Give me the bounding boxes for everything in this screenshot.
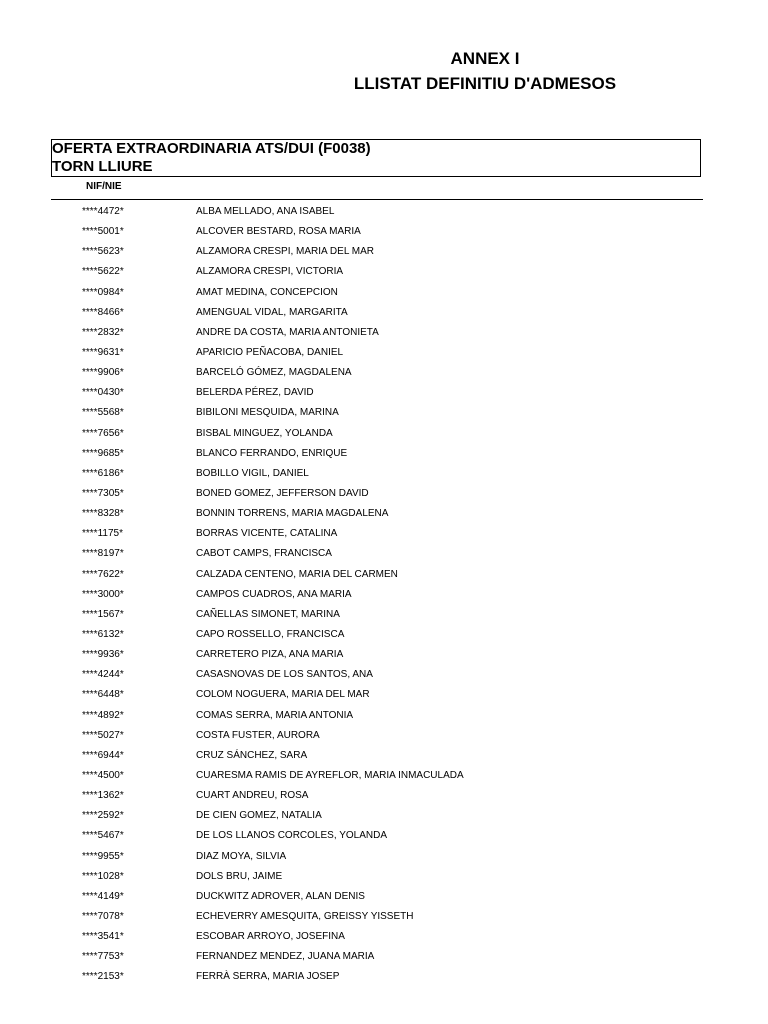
- nif-value: ****6944*: [82, 749, 124, 761]
- person-name: DE LOS LLANOS CORCOLES, YOLANDA: [196, 830, 387, 842]
- person-name: ANDRE DA COSTA, MARIA ANTONIETA: [196, 326, 379, 338]
- list-row: [0, 647, 768, 667]
- list-row: [0, 345, 768, 365]
- nif-value: ****0984*: [82, 286, 124, 298]
- list-row: [0, 506, 768, 526]
- list-row: [0, 526, 768, 546]
- offer-title: OFERTA EXTRAORDINARIA ATS/DUI (F0038): [52, 140, 371, 157]
- nif-value: ****7753*: [82, 951, 124, 963]
- nif-value: ****4149*: [82, 890, 124, 902]
- list-row: [0, 828, 768, 848]
- turn-title: TORN LLIURE: [52, 158, 153, 175]
- list-row: [0, 869, 768, 889]
- list-row: [0, 587, 768, 607]
- nif-value: ****4892*: [82, 709, 124, 721]
- person-name: ALCOVER BESTARD, ROSA MARIA: [196, 226, 361, 238]
- list-row: [0, 949, 768, 969]
- person-name: BONNIN TORRENS, MARIA MAGDALENA: [196, 508, 389, 520]
- nif-value: ****2832*: [82, 326, 124, 338]
- person-name: CAÑELLAS SIMONET, MARINA: [196, 608, 340, 620]
- person-name: BLANCO FERRANDO, ENRIQUE: [196, 447, 348, 459]
- nif-value: ****2153*: [82, 971, 124, 983]
- list-row: [0, 385, 768, 405]
- nif-column-header: NIF/NIE: [86, 181, 122, 192]
- list-row: [0, 627, 768, 647]
- list-row: [0, 687, 768, 707]
- person-name: BOBILLO VIGIL, DANIEL: [196, 467, 309, 479]
- person-name: BISBAL MINGUEZ, YOLANDA: [196, 427, 333, 439]
- list-row: [0, 607, 768, 627]
- list-row: [0, 244, 768, 264]
- person-name: BONED GOMEZ, JEFFERSON DAVID: [196, 487, 369, 499]
- nif-value: ****4244*: [82, 669, 124, 681]
- person-name: CABOT CAMPS, FRANCISCA: [196, 548, 332, 560]
- list-row: [0, 567, 768, 587]
- list-row: [0, 365, 768, 385]
- person-name: ALZAMORA CRESPI, MARIA DEL MAR: [196, 246, 375, 258]
- list-row: [0, 426, 768, 446]
- nif-value: ****1567*: [82, 608, 124, 620]
- list-row: [0, 748, 768, 768]
- list-row: [0, 768, 768, 788]
- person-name: CUART ANDREU, ROSA: [196, 790, 309, 802]
- person-name: BORRAS VICENTE, CATALINA: [196, 528, 338, 540]
- person-name: CALZADA CENTENO, MARIA DEL CARMEN: [196, 568, 398, 580]
- nif-value: ****1175*: [82, 528, 123, 540]
- nif-value: ****9955*: [82, 850, 124, 862]
- list-row: [0, 204, 768, 224]
- person-name: BARCELÓ GÓMEZ, MAGDALENA: [196, 367, 352, 379]
- list-row: [0, 264, 768, 284]
- person-name: AMAT MEDINA, CONCEPCION: [196, 286, 338, 298]
- nif-value: ****9631*: [82, 346, 124, 358]
- nif-value: ****5027*: [82, 729, 124, 741]
- header-divider: [51, 199, 703, 200]
- person-name: AMENGUAL VIDAL, MARGARITA: [196, 306, 348, 318]
- person-name: ALZAMORA CRESPI, VICTORIA: [196, 266, 344, 278]
- nif-value: ****1362*: [82, 790, 124, 802]
- person-name: BIBILONI MESQUIDA, MARINA: [196, 407, 339, 419]
- annex-label: ANNEX I: [450, 49, 520, 68]
- list-row: [0, 446, 768, 466]
- list-row: [0, 808, 768, 828]
- nif-value: ****9685*: [82, 447, 124, 459]
- list-row: [0, 486, 768, 506]
- nif-value: ****9906*: [82, 367, 124, 379]
- nif-value: ****9936*: [82, 649, 124, 661]
- nif-value: ****5622*: [82, 266, 124, 278]
- person-name: FERNANDEZ MENDEZ, JUANA MARIA: [196, 951, 375, 963]
- nif-value: ****0430*: [82, 387, 124, 399]
- person-name: CAMPOS CUADROS, ANA MARIA: [196, 588, 352, 600]
- nif-value: ****7656*: [82, 427, 124, 439]
- nif-value: ****8466*: [82, 306, 124, 318]
- nif-value: ****6132*: [82, 628, 124, 640]
- nif-value: ****1028*: [82, 870, 124, 882]
- list-row: [0, 305, 768, 325]
- list-row: [0, 788, 768, 808]
- person-name: DIAZ MOYA, SILVIA: [196, 850, 287, 862]
- person-name: CUARESMA RAMIS DE AYREFLOR, MARIA INMACULADA: [196, 769, 464, 781]
- nif-value: ****3000*: [82, 588, 124, 600]
- person-name: ESCOBAR ARROYO, JOSEFINA: [196, 931, 345, 943]
- person-name: CASASNOVAS DE LOS SANTOS, ANA: [196, 669, 373, 681]
- person-name: COMAS SERRA, MARIA ANTONIA: [196, 709, 354, 721]
- person-name: APARICIO PEÑACOBA, DANIEL: [196, 346, 344, 358]
- nif-value: ****2592*: [82, 810, 124, 822]
- nif-value: ****4500*: [82, 769, 124, 781]
- person-name: CAPO ROSSELLO, FRANCISCA: [196, 628, 345, 640]
- list-row: [0, 889, 768, 909]
- list-row: [0, 849, 768, 869]
- list-row: [0, 285, 768, 305]
- person-name: ECHEVERRY AMESQUITA, GREISSY YISSETH: [196, 910, 414, 922]
- nif-value: ****5467*: [82, 830, 124, 842]
- person-name: BELERDA PÉREZ, DAVID: [196, 387, 314, 399]
- person-name: COSTA FUSTER, AURORA: [196, 729, 320, 741]
- nif-value: ****5001*: [82, 226, 124, 238]
- list-row: [0, 909, 768, 929]
- nif-value: ****8328*: [82, 508, 124, 520]
- person-name: CARRETERO PIZA, ANA MARIA: [196, 649, 344, 661]
- person-name: DOLS BRU, JAIME: [196, 870, 283, 882]
- list-row: [0, 466, 768, 486]
- nif-value: ****3541*: [82, 931, 124, 943]
- person-name: DE CIEN GOMEZ, NATALIA: [196, 810, 322, 822]
- section-box: [51, 139, 701, 177]
- list-row: [0, 546, 768, 566]
- admitted-list: [0, 204, 768, 989]
- nif-value: ****5623*: [82, 246, 124, 258]
- nif-value: ****8197*: [82, 548, 124, 560]
- list-row: [0, 224, 768, 244]
- nif-value: ****7622*: [82, 568, 124, 580]
- nif-value: ****6186*: [82, 467, 124, 479]
- list-row: [0, 728, 768, 748]
- document-title: LLISTAT DEFINITIU D'ADMESOS: [353, 74, 617, 93]
- person-name: CRUZ SÁNCHEZ, SARA: [196, 749, 308, 761]
- nif-value: ****4472*: [82, 206, 124, 217]
- nif-value: ****7078*: [82, 910, 124, 922]
- person-name: FERRÀ SERRA, MARIA JOSEP: [196, 971, 340, 983]
- list-row: [0, 667, 768, 687]
- person-name: COLOM NOGUERA, MARIA DEL MAR: [196, 689, 370, 701]
- list-row: [0, 405, 768, 425]
- nif-value: ****6448*: [82, 689, 124, 701]
- list-row: [0, 708, 768, 728]
- list-row: [0, 929, 768, 949]
- nif-value: ****5568*: [82, 407, 124, 419]
- nif-value: ****7305*: [82, 487, 124, 499]
- list-row: [0, 325, 768, 345]
- person-name: DUCKWITZ ADROVER, ALAN DENIS: [196, 890, 365, 902]
- person-name: ALBA MELLADO, ANA ISABEL: [196, 206, 335, 217]
- list-row: [0, 969, 768, 989]
